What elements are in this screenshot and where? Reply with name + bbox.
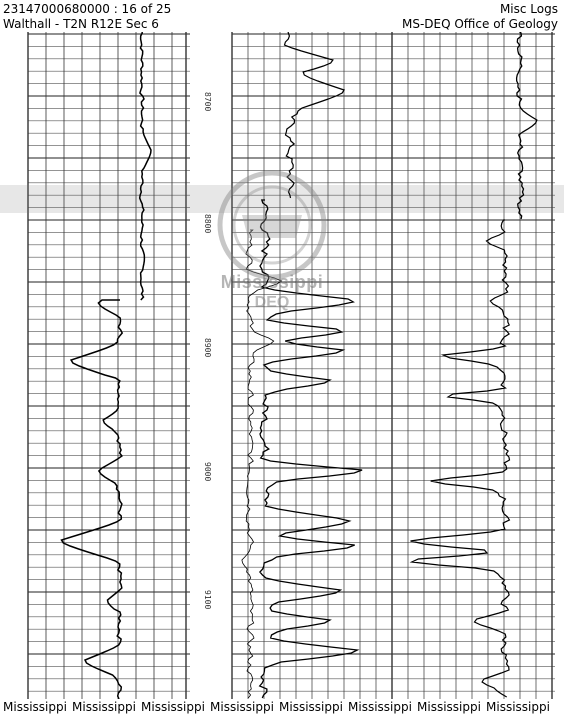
conductivity-curve bbox=[411, 220, 510, 697]
well-id-page: 23147000680000 : 16 of 25 bbox=[3, 2, 172, 16]
log-curves bbox=[62, 30, 537, 699]
depth-label-8800: 8800 bbox=[203, 214, 212, 234]
seal-emblem bbox=[242, 215, 302, 238]
depth-label-8700: 8700 bbox=[203, 92, 212, 112]
footer-item: Mississippi bbox=[417, 700, 481, 714]
watermark-line2: DEQ bbox=[254, 294, 290, 311]
page-header bbox=[0, 0, 564, 32]
log-grid bbox=[0, 30, 564, 699]
footer-item: Mississippi bbox=[348, 700, 412, 714]
log-category: Misc Logs bbox=[499, 2, 558, 16]
agency-name: MS-DEQ Office of Geology bbox=[401, 17, 558, 31]
page-footer bbox=[0, 699, 564, 715]
well-location: Walthall - T2N R12E Sec 6 bbox=[3, 17, 159, 31]
footer-item: Mississippi bbox=[3, 700, 67, 714]
footer-item: Mississippi bbox=[141, 700, 205, 714]
depth-label-9100: 9100 bbox=[203, 590, 212, 610]
sp-curve bbox=[62, 300, 123, 699]
depth-label-8900: 8900 bbox=[203, 338, 212, 358]
sp-curve bbox=[140, 30, 151, 300]
footer-item: Mississippi bbox=[486, 700, 550, 714]
footer-item: Mississippi bbox=[72, 700, 136, 714]
resistivity-curve bbox=[285, 30, 345, 198]
footer-item: Mississippi bbox=[279, 700, 343, 714]
depth-label-9000: 9000 bbox=[203, 462, 212, 482]
footer-item: Mississippi bbox=[210, 700, 274, 714]
watermark-line1: Mississippi bbox=[220, 272, 324, 292]
